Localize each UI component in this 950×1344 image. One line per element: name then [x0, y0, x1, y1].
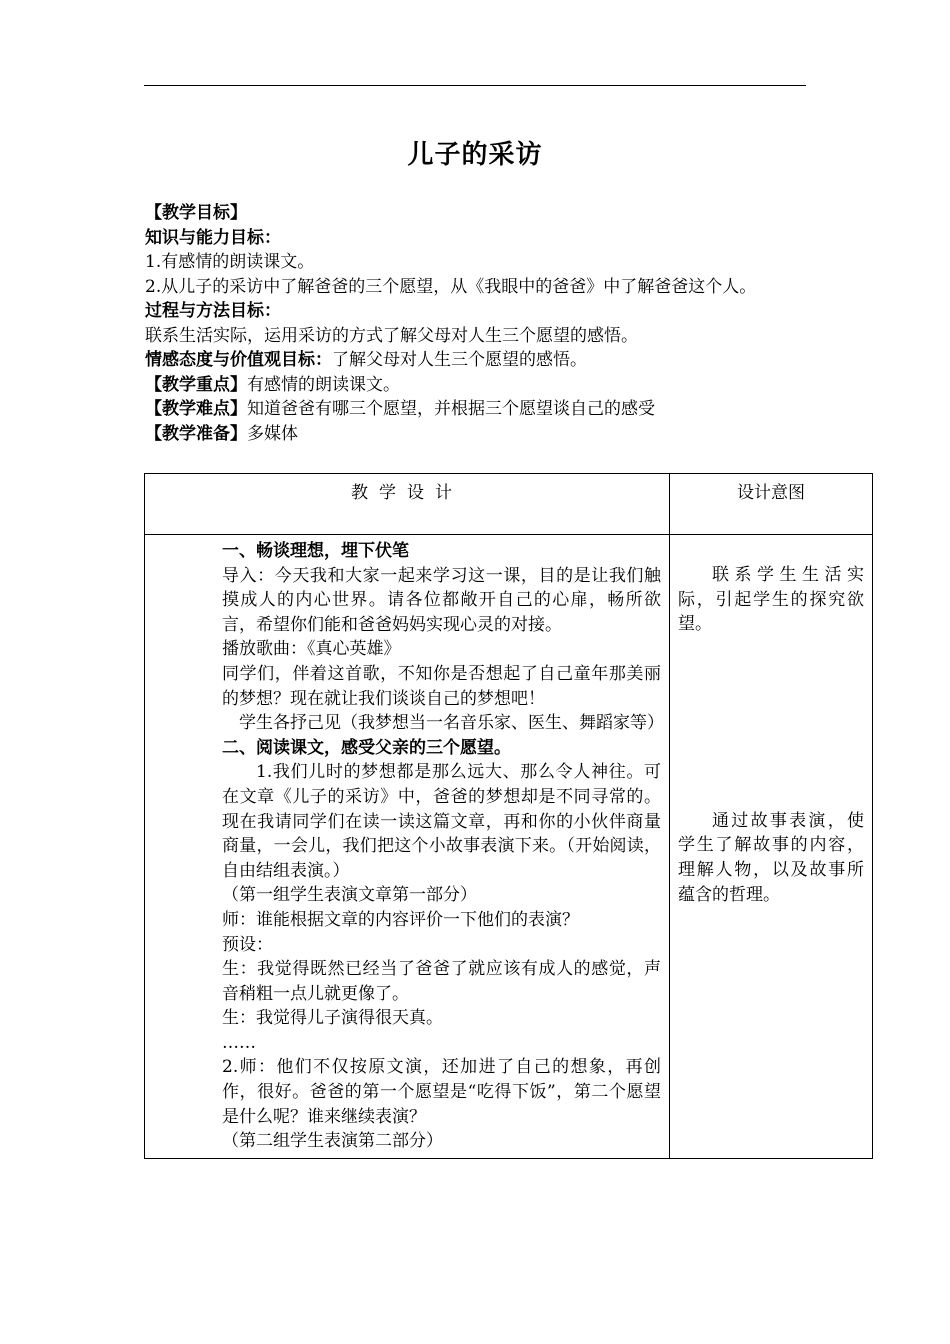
design-paragraph: 预设：: [222, 934, 273, 955]
emotion-heading: 情感态度与价值观目标：: [145, 350, 332, 370]
prep-line: [145, 422, 815, 447]
design-paragraph: 1.我们儿时的梦想都是那么远大、那么令人神往。可在文章《儿子的采访》中，爸爸的梦想却是不同寻常的。现在我请同学们在读一读这篇文章，再和你的小伙伴商量商量，一会儿，我们把这个小故事表演下来。（开始阅读，自由结组表演。）: [222, 762, 661, 881]
goals-heading: 【教学目标】: [145, 203, 247, 223]
keypoint-heading: 【教学重点】: [145, 374, 247, 395]
design-paragraph: 生：我觉得既然已经当了爸爸了就应该有成人的感觉，声音稍粗一点儿就更像了。: [222, 959, 661, 1004]
keypoint-line: [145, 373, 815, 398]
design-paragraph: 生：我觉得儿子演得很天真。: [222, 1008, 443, 1029]
intent-cell: [670, 535, 873, 1159]
prep-heading: 【教学准备】: [145, 423, 247, 444]
design-paragraph: 导入：今天我和大家一起来学习这一课，目的是让我们触摸成人的内心世界。请各位都敞开自己的心扉，畅所欲言，希望你们能和爸爸妈妈实现心灵的对接。: [222, 565, 661, 635]
difficulty-text: 知道爸爸有哪三个愿望，并根据三个愿望谈自己的感受: [247, 399, 655, 419]
knowledge-heading: 知识与能力目标：: [145, 227, 281, 248]
design-paragraph: 2.师：他们不仅按原文演，还加进了自己的想象，再创作，很好。爸爸的第一个愿望是“吃得下饭”，第二个愿望是什么呢？谁来继续表演？: [222, 1057, 661, 1127]
lesson-header: [145, 201, 815, 446]
difficulty-heading: 【教学难点】: [145, 399, 247, 419]
knowledge-item-1: 1.有感情的朗读课文。: [145, 252, 315, 272]
design-paragraph: 师：谁能根据文章的内容评价一下他们的表演？: [222, 909, 579, 930]
section-2-title: 二、阅读课文，感受父亲的三个愿望。: [222, 737, 511, 758]
emotion-line: [145, 348, 815, 373]
document-title: 儿子的采访: [407, 140, 543, 170]
design-paragraph: （第二组学生表演第二部分）: [222, 1131, 443, 1152]
prep-text: 多媒体: [247, 423, 298, 444]
knowledge-item-2: 2.从儿子的采访中了解爸爸的三个愿望，从《我眼中的爸爸》中了解爸爸这个人。: [145, 276, 757, 297]
process-heading: 过程与方法目标：: [145, 301, 281, 321]
process-text: 联系生活实际，运用采访的方式了解父母对人生三个愿望的感悟。: [145, 325, 638, 346]
design-table: [144, 473, 873, 1159]
design-paragraph: ……: [222, 1032, 256, 1053]
intent-text-2: 通过故事表演，使学生了解故事的内容，理解人物，以及故事所蕴含的哲理。: [678, 810, 864, 905]
design-paragraph: 播放歌曲：《真心英雄》: [222, 639, 401, 660]
design-paragraph: （第一组学生表演文章第一部分）: [222, 885, 477, 906]
difficulty-line: [145, 397, 815, 422]
col-header-design: 教学设计: [145, 474, 670, 535]
intent-text-1: 联系学生生活实际，引起学生的探究欲望。: [678, 565, 864, 635]
design-paragraph: 学生各抒己见（我梦想当一名音乐家、医生、舞蹈家等）: [239, 713, 664, 734]
design-paragraph: 同学们，伴着这首歌，不知你是否想起了自己童年那美丽的梦想？现在就让我们谈谈自己的梦想吧！: [222, 663, 661, 709]
table-header-row: [145, 474, 873, 535]
emotion-text: 了解父母对人生三个愿望的感悟。: [332, 350, 587, 370]
top-rule: [144, 85, 806, 86]
table-body-row: [145, 535, 873, 1159]
design-cell: [145, 535, 670, 1159]
section-1-title: 一、畅谈理想，埋下伏笔: [222, 541, 409, 561]
keypoint-text: 有感情的朗读课文。: [247, 374, 400, 395]
col-header-intent: 设计意图: [670, 474, 873, 535]
